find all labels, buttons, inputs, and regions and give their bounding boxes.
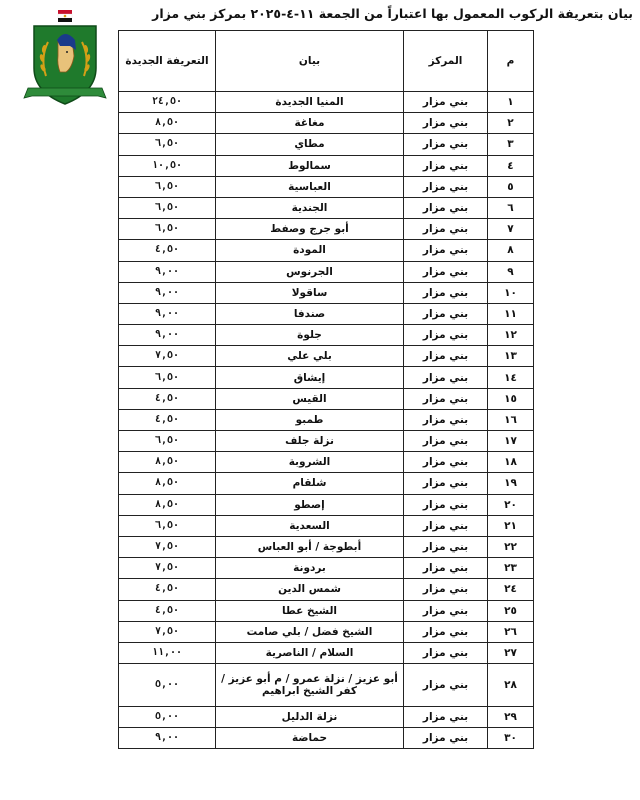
row-center: بني مزار [404,303,488,324]
row-fare: ٤,٥٠ [119,388,216,409]
table-row [119,600,534,621]
row-num: ١٥ [488,388,534,409]
row-description: مغاغة [216,113,404,134]
row-fare: ٨,٥٠ [119,494,216,515]
table-row [119,536,534,557]
row-num: ٩ [488,261,534,282]
table-row [119,325,534,346]
row-center: بني مزار [404,515,488,536]
row-fare: ٥,٠٠ [119,707,216,728]
table-row [119,431,534,452]
row-description: المودة [216,240,404,261]
row-num: ٢٩ [488,707,534,728]
row-center: بني مزار [404,473,488,494]
table-row [119,197,534,218]
row-center: بني مزار [404,282,488,303]
row-description: إصطو [216,494,404,515]
table-row [119,303,534,324]
row-fare: ٢٤,٥٠ [119,92,216,113]
fares-table [118,30,534,749]
row-center: بني مزار [404,707,488,728]
row-description: بردونة [216,558,404,579]
row-center: بني مزار [404,325,488,346]
row-center: بني مزار [404,452,488,473]
row-num: ٣ [488,134,534,155]
governorate-logo [20,6,110,114]
row-description: ساقولا [216,282,404,303]
table-row [119,261,534,282]
table-row [119,219,534,240]
row-description: إيشاق [216,367,404,388]
table-row [119,113,534,134]
row-description: نزلة جلف [216,431,404,452]
row-num: ٢٤ [488,579,534,600]
table-row [119,579,534,600]
table-row [119,515,534,536]
row-description: الشروبة [216,452,404,473]
row-center: بني مزار [404,600,488,621]
row-center: بني مزار [404,92,488,113]
row-fare: ٦,٥٠ [119,219,216,240]
table-row [119,367,534,388]
row-fare: ٦,٥٠ [119,197,216,218]
table-row [119,134,534,155]
row-center: بني مزار [404,728,488,749]
fares-table-body [119,92,534,749]
table-row [119,558,534,579]
row-num: ٤ [488,155,534,176]
row-center: بني مزار [404,155,488,176]
row-description: بلي علي [216,346,404,367]
row-fare: ٦,٥٠ [119,367,216,388]
row-fare: ١١,٠٠ [119,642,216,663]
row-fare: ٨,٥٠ [119,113,216,134]
row-description: أبو جرج وصفط [216,219,404,240]
row-fare: ٤,٥٠ [119,409,216,430]
row-fare: ٤,٥٠ [119,600,216,621]
row-description: سمالوط [216,155,404,176]
table-row [119,409,534,430]
row-num: ١٢ [488,325,534,346]
row-center: بني مزار [404,113,488,134]
row-description: شمس الدين [216,579,404,600]
row-num: ١٠ [488,282,534,303]
table-row [119,282,534,303]
row-num: ٢٠ [488,494,534,515]
row-center: بني مزار [404,431,488,452]
row-num: ١١ [488,303,534,324]
row-center: بني مزار [404,367,488,388]
row-fare: ٧,٥٠ [119,346,216,367]
row-description: العباسية [216,176,404,197]
table-header-row [119,31,534,92]
table-row [119,494,534,515]
table-row [119,388,534,409]
row-center: بني مزار [404,494,488,515]
row-num: ١٤ [488,367,534,388]
row-fare: ٧,٥٠ [119,558,216,579]
row-num: ٢٧ [488,642,534,663]
row-description: الجرنوس [216,261,404,282]
row-num: ١ [488,92,534,113]
row-center: بني مزار [404,536,488,557]
row-fare: ٤,٥٠ [119,579,216,600]
row-fare: ٩,٠٠ [119,282,216,303]
row-description: الشيخ عطا [216,600,404,621]
row-center: بني مزار [404,197,488,218]
row-center: بني مزار [404,664,488,707]
row-center: بني مزار [404,579,488,600]
row-fare: ٧,٥٠ [119,536,216,557]
row-description: السلام / الناصرية [216,642,404,663]
row-description: الشيخ فضل / بلي صامت [216,621,404,642]
table-row [119,176,534,197]
header-new-fare: التعريفة الجديدة [119,31,216,92]
row-description: الجندية [216,197,404,218]
row-fare: ٨,٥٠ [119,473,216,494]
row-num: ١٩ [488,473,534,494]
row-description: حماضة [216,728,404,749]
row-fare: ٦,٥٠ [119,134,216,155]
table-row [119,452,534,473]
row-num: ٢ [488,113,534,134]
table-row [119,346,534,367]
row-fare: ٤,٥٠ [119,240,216,261]
row-center: بني مزار [404,261,488,282]
row-fare: ٦,٥٠ [119,431,216,452]
row-description: شلقام [216,473,404,494]
table-row [119,92,534,113]
row-fare: ٦,٥٠ [119,515,216,536]
row-center: بني مزار [404,240,488,261]
row-center: بني مزار [404,388,488,409]
row-num: ٢٨ [488,664,534,707]
row-fare: ٩,٠٠ [119,261,216,282]
row-fare: ٩,٠٠ [119,728,216,749]
row-num: ٦ [488,197,534,218]
table-row [119,621,534,642]
row-num: ٢٦ [488,621,534,642]
row-fare: ٩,٠٠ [119,303,216,324]
row-num: ٢٣ [488,558,534,579]
table-row [119,155,534,176]
row-fare: ٩,٠٠ [119,325,216,346]
table-row [119,642,534,663]
row-fare: ١٠,٥٠ [119,155,216,176]
row-center: بني مزار [404,642,488,663]
row-center: بني مزار [404,558,488,579]
row-num: ٢١ [488,515,534,536]
row-description: نزلة الدليل [216,707,404,728]
row-description: جلوة [216,325,404,346]
row-description: مطاي [216,134,404,155]
row-num: ٨ [488,240,534,261]
row-description: صندفا [216,303,404,324]
table-row [119,664,534,707]
row-num: ١٣ [488,346,534,367]
row-description: أبو عزيز / نزلة عمرو / م أبو عزيز / كفر الشيخ ابراهيم [216,664,404,707]
header-description: بيان [216,31,404,92]
table-row [119,728,534,749]
row-num: ٣٠ [488,728,534,749]
row-center: بني مزار [404,409,488,430]
row-description: أبطوجة / أبو العباس [216,536,404,557]
row-num: ٢٢ [488,536,534,557]
row-num: ١٨ [488,452,534,473]
row-description: القيس [216,388,404,409]
row-center: بني مزار [404,134,488,155]
row-fare: ٧,٥٠ [119,621,216,642]
row-fare: ٦,٥٠ [119,176,216,197]
table-row [119,707,534,728]
row-center: بني مزار [404,621,488,642]
table-row [119,473,534,494]
row-num: ٥ [488,176,534,197]
table-row [119,240,534,261]
row-center: بني مزار [404,176,488,197]
row-description: السعدية [216,515,404,536]
row-num: ٧ [488,219,534,240]
page-title: بيان بتعريفة الركوب المعمول بها اعتباراً من الجمعة ١١-٤-٢٠٢٥ بمركز بني مزار [152,6,633,21]
row-description: المنيا الجديدة [216,92,404,113]
header-center: المركز [404,31,488,92]
row-fare: ٨,٥٠ [119,452,216,473]
row-num: ٢٥ [488,600,534,621]
row-center: بني مزار [404,219,488,240]
row-description: طمبو [216,409,404,430]
row-center: بني مزار [404,346,488,367]
row-num: ١٦ [488,409,534,430]
row-num: ١٧ [488,431,534,452]
header-num: م [488,31,534,92]
row-fare: ٥,٠٠ [119,664,216,707]
